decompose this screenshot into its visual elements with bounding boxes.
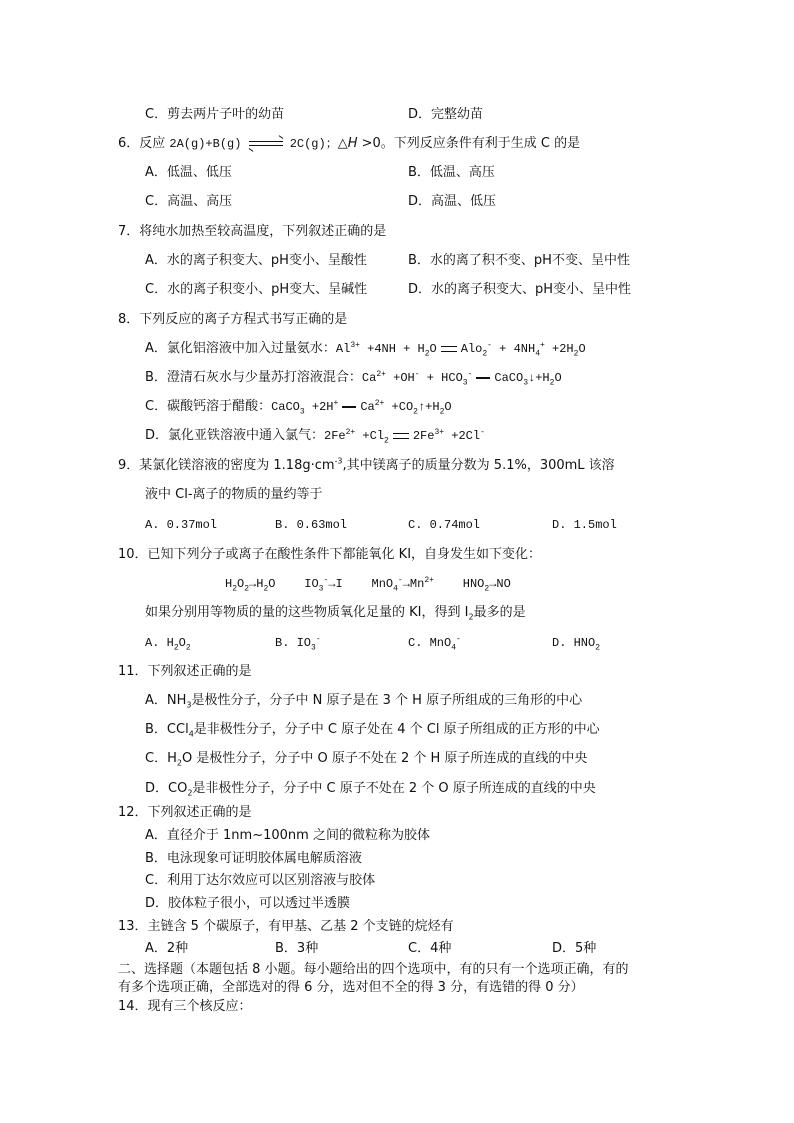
q9-option-c: C. 0.74mol <box>408 518 481 532</box>
q13-option-b: B．3种 <box>275 941 319 956</box>
q12-option-d: D．胶体粒子很小，可以透过半透膜 <box>145 896 351 911</box>
section2-heading-line2: 有多个选项正确，全部选对的得 6 分，选对但不全的得 3 分，有选错的得 0 分） <box>118 980 584 995</box>
q13-option-a: A．2种 <box>145 941 189 956</box>
q13-stem: 13．主链含 5 个碳原子，有甲基、乙基 2 个支链的烷烃有 <box>118 919 454 934</box>
q11-option-c: C．$H_2O$ 是极性分子，分子中 O 原子不处在 2 个 H 原子所连成的直线的中央 <box>145 751 588 768</box>
q10-option-c: C. MnO$_4$- <box>408 635 461 653</box>
q7-stem: 7．将纯水加热至较高温度，下列叙述正确的是 <box>118 224 387 239</box>
q10-option-b: B. $IO_3^-$ <box>275 635 321 653</box>
q6-option-d: D．高温、低压 <box>408 194 497 209</box>
q11-option-d: D．$CO_2$是非极性分子，分子中 C 原子不处在 2 个 O 原子所连成的直线的中央 <box>145 781 596 798</box>
q13-option-d: D．5种 <box>552 941 597 956</box>
q5-option-d: D．完整幼苗 <box>408 107 484 122</box>
q13-option-c: C．4种 <box>408 941 452 956</box>
q10-option-d: D. $HNO_2$ <box>552 636 601 653</box>
q8-option-b: B．澄清石灰水与少量苏打溶液混合：$Ca^{2+} +OH^- + HCO_3^-$ $CaCO_3↓+H_2O$ <box>145 370 562 388</box>
q11-stem: 11．下列叙述正确的是 <box>118 664 252 679</box>
q9-option-b: B. 0.63mol <box>275 518 348 532</box>
q6-option-c: C．高温、高压 <box>145 194 233 209</box>
q8-option-a: A．氯化铝溶液中加入过量氨水：$Al^{3+} +4NH + H_2O$ $Alo_2^- + 4NH_4^+ +2H_2O$ <box>145 341 586 359</box>
q11-option-a: A．$NH_3$是极性分子，分子中 N 原子是在 3 个 H 原子所组成的三角形的中心 <box>145 693 583 710</box>
q7-option-b: B．水的离了积不变、pH不变、呈中性 <box>408 253 630 268</box>
q8-option-c: C．碳酸钙溶于醋酸：CaCO$_3$ +2H+ $Ca^{2+}$ $+CO_2↑+H_2O$ <box>145 399 452 417</box>
q6-option-b: B．低温、高压 <box>408 165 495 180</box>
q10-stem-line2: 如果分别用等物质的量的这些物质氧化足量的 KI，得到 $I_2$最多的是 <box>145 605 526 622</box>
q14-stem: 14．现有三个核反应： <box>118 999 252 1014</box>
section2-heading: 二、选择题（本题包括 8 小题。每小题给出的四个选项中，有的只有一个选项正确，有的 <box>118 962 629 977</box>
q9-option-a: A. 0.37mol <box>145 518 218 532</box>
q10-stem: 10．已知下列分子或离子在酸性条件下都能氧化 KI，自身发生如下变化： <box>118 547 542 562</box>
q12-option-c: C．利用丁达尔效应可以区别溶液与胶体 <box>145 873 376 888</box>
q9-stem-line2: 液中 Cl-离子的物质的量约等于 <box>145 487 323 502</box>
q10-changes: $H_2O_2\to H_2O$ $IO_3^-\to I$ $MnO_4^-\to Mn^{2+}$ $HNO_2\to NO$ <box>225 576 511 594</box>
q12-option-a: A．直径介于 1nm~100nm 之间的微粒称为胶体 <box>145 828 430 843</box>
q6-stem: 6．反应 2A(g)+B(g) 2C(g)；△H >0。下列反应条件有利于生成 C 的是 <box>118 136 581 151</box>
q7-option-c: C．水的离子积变小、pH变大、呈碱性 <box>145 282 368 297</box>
q9-stem: 9．某氯化镁溶液的密度为 $1.18g\cdot cm^{-3}$,其中镁离子的质量分数为 5.1%，300mL 该溶 <box>118 456 615 473</box>
q12-stem: 12．下列叙述正确的是 <box>118 805 252 820</box>
reversible-arrow-icon <box>249 138 283 150</box>
q7-option-d: D．水的离子积变大、pH变小、呈中性 <box>408 282 632 297</box>
q9-option-d: D. 1.5mol <box>552 518 617 532</box>
q8-option-d: D．氯化亚铁溶液中通入氯气：$2Fe^{2+} +Cl_2$ $2Fe^{3+} +2Cl^-$ <box>145 428 485 446</box>
q6-option-a: A．低温、低压 <box>145 165 232 180</box>
q12-option-b: B．电泳现象可证明胶体属电解质溶液 <box>145 851 362 866</box>
q7-option-a: A．水的离子积变大、pH变小、呈酸性 <box>145 253 367 268</box>
q5-option-c: C．剪去两片子叶的幼苗 <box>145 107 285 122</box>
q10-option-a: A. $H_2O_2$ <box>145 636 191 653</box>
q11-option-b: B．CCl$_4$是非极性分子，分子中 C 原子处在 4 个 Cl 原子所组成的正方形的中心 <box>145 722 600 739</box>
q8-stem: 8．下列反应的离子方程式书写正确的是 <box>118 312 348 327</box>
